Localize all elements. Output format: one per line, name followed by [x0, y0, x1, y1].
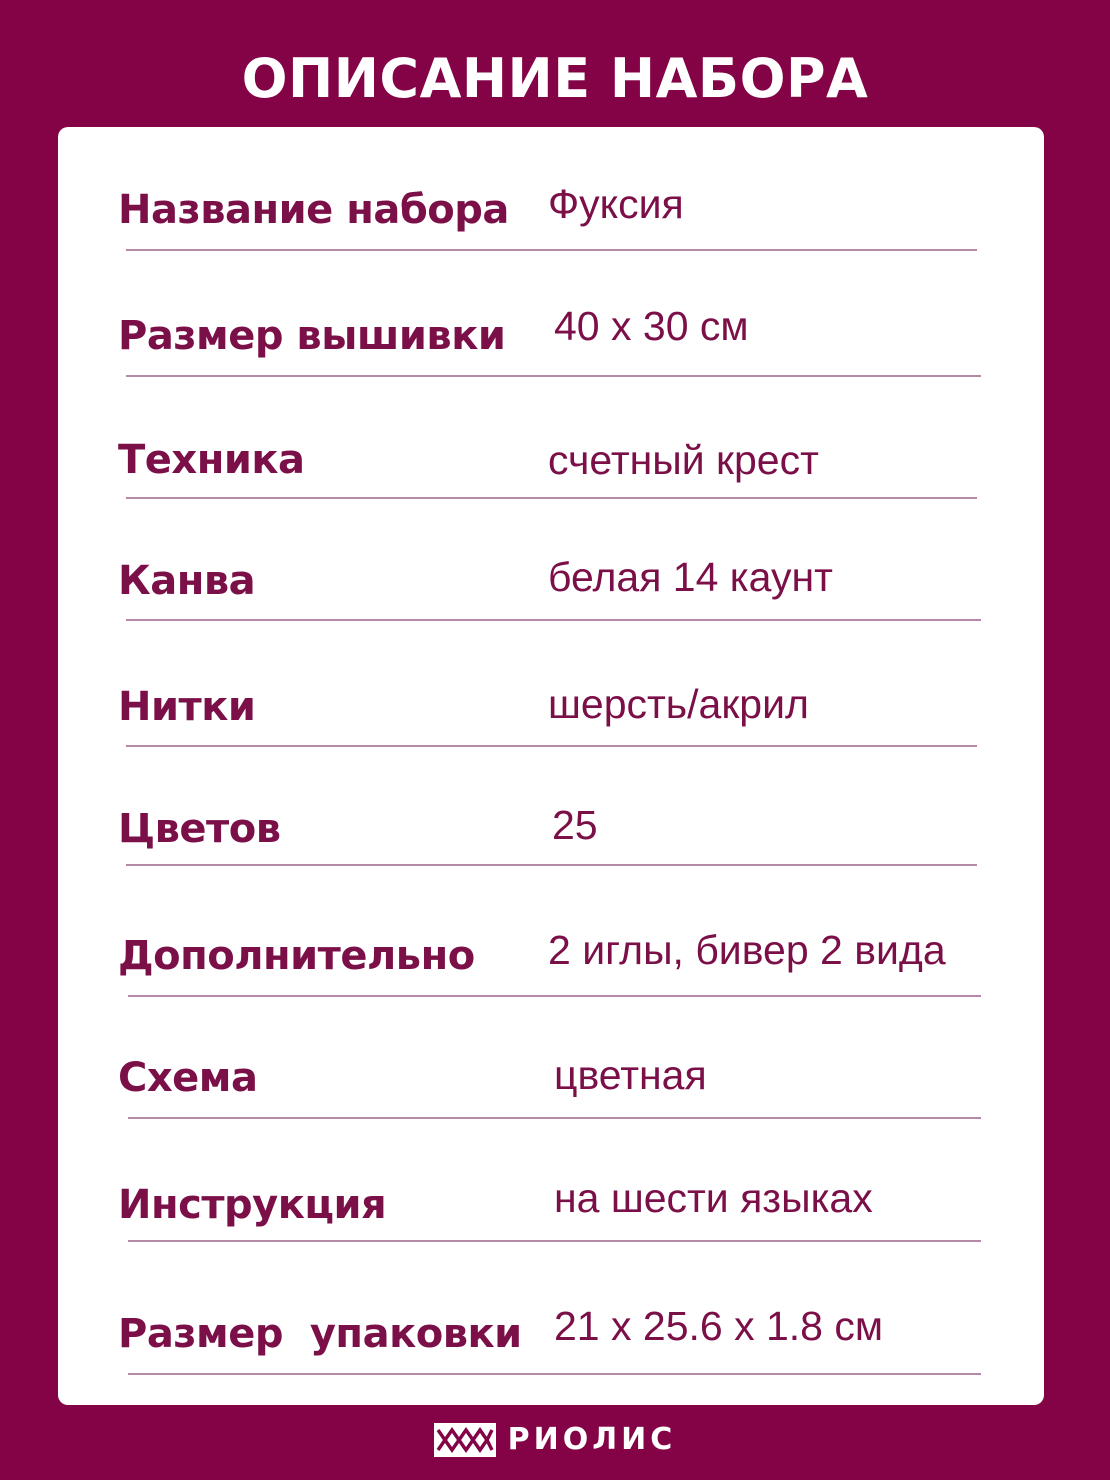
spec-value: Фуксия — [548, 181, 684, 227]
brand-name: РИОЛИС — [507, 1422, 677, 1457]
row-divider — [128, 1240, 981, 1242]
spec-row-threads — [58, 679, 1044, 759]
row-divider — [128, 995, 981, 997]
spec-value: 40 х 30 см — [554, 303, 749, 349]
row-divider — [128, 1373, 981, 1375]
spec-value: 2 иглы, бивер 2 вида — [548, 927, 946, 973]
spec-value: белая 14 каунт — [548, 554, 833, 600]
spec-label: Техника — [118, 437, 305, 483]
spec-label: Инструкция — [118, 1182, 387, 1228]
specs-card — [58, 127, 1044, 1405]
spec-value: 21 х 25.6 х 1.8 см — [554, 1303, 884, 1349]
spec-row-kit-name — [58, 179, 1044, 259]
spec-row-additional — [58, 925, 1044, 1005]
row-divider — [126, 864, 977, 866]
spec-label: Схема — [118, 1055, 258, 1101]
row-divider — [128, 1117, 981, 1119]
spec-label: Нитки — [118, 684, 256, 730]
spec-value: 25 — [552, 802, 598, 848]
page-title: ОПИСАНИЕ НАБОРА — [241, 47, 869, 110]
brand-footer — [0, 1420, 1110, 1460]
spec-row-embroidery-size — [58, 301, 1044, 381]
row-divider — [126, 497, 977, 499]
spec-row-technique — [58, 433, 1044, 513]
spec-value: счетный крест — [548, 437, 819, 483]
spec-row-package-size — [58, 1301, 1044, 1381]
row-divider — [126, 249, 977, 251]
spec-value: шерсть/акрил — [548, 681, 809, 727]
row-divider — [126, 375, 981, 377]
spec-label: Название набора — [118, 187, 509, 233]
spec-value: цветная — [554, 1052, 707, 1098]
spec-value: на шести языках — [554, 1175, 873, 1221]
spec-label: Размер вышивки — [118, 313, 506, 359]
spec-row-colors — [58, 800, 1044, 880]
spec-row-chart — [58, 1050, 1044, 1130]
row-divider — [126, 619, 981, 621]
spec-label: Размер упаковки — [118, 1311, 522, 1357]
spec-label: Дополнительно — [118, 933, 475, 979]
rioliss-logo-icon — [434, 1423, 496, 1457]
spec-label: Цветов — [118, 806, 281, 852]
spec-label: Канва — [118, 558, 256, 604]
spec-row-canvas — [58, 550, 1044, 630]
spec-row-instructions — [58, 1173, 1044, 1253]
row-divider — [126, 745, 977, 747]
